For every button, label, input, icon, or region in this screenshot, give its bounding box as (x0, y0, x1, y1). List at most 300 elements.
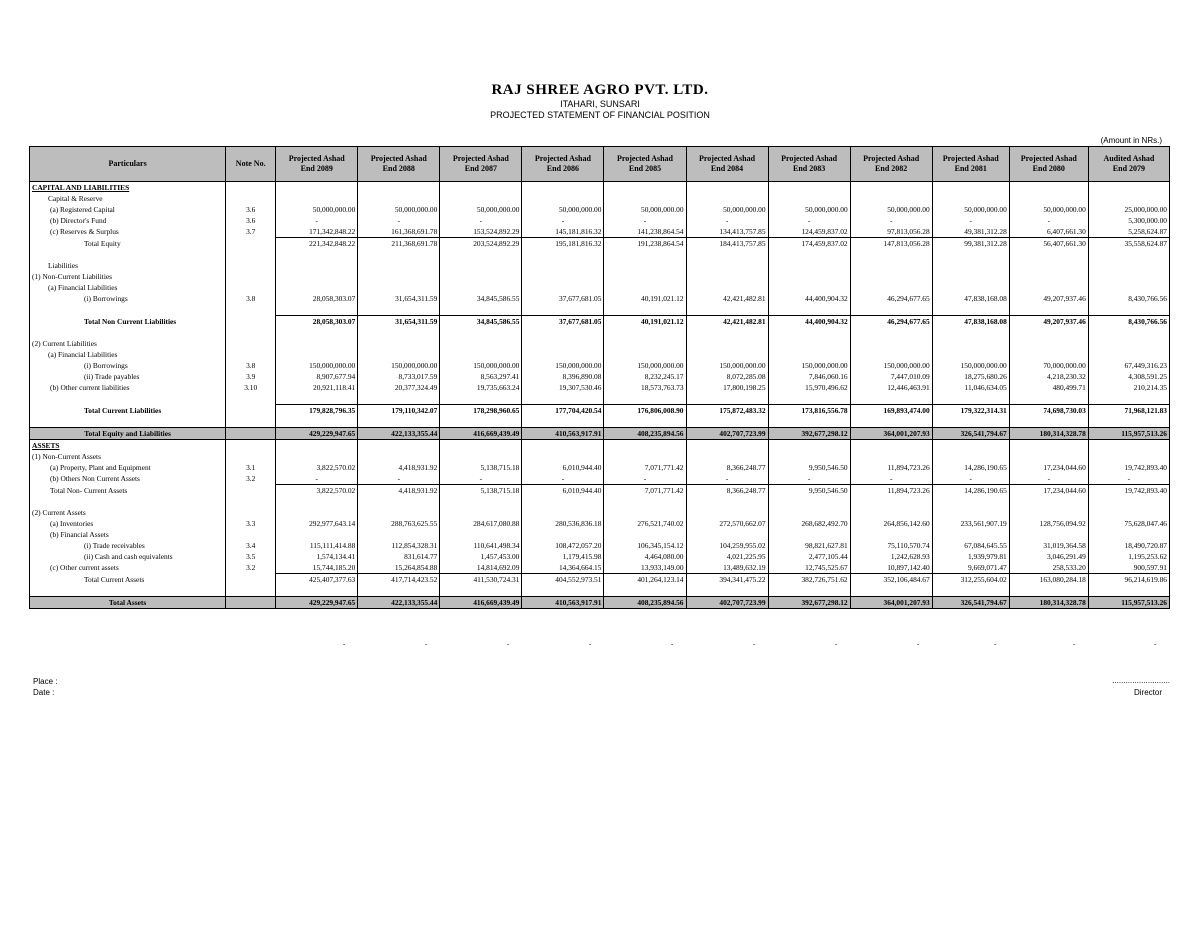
amount-cell: 40,191,021.12 (604, 293, 686, 304)
amount-cell (1009, 440, 1088, 452)
check-mark: - (507, 640, 510, 648)
amount-cell (440, 327, 522, 338)
amount-cell: 429,229,947.65 (276, 597, 358, 609)
amount-cell: 112,854,328.31 (358, 540, 440, 551)
amount-cell (850, 304, 932, 316)
amount-cell: 272,570,662.07 (686, 518, 768, 529)
amount-cell: 49,381,312.28 (932, 226, 1009, 238)
amount-cell: 110,641,498.34 (440, 540, 522, 551)
amount-cell: - (358, 215, 440, 226)
amount-cell: 5,138,715.18 (440, 462, 522, 473)
note-number (226, 260, 276, 271)
amount-cell: 12,745,525.67 (768, 562, 850, 574)
amount-cell: 19,742,893.40 (1088, 485, 1169, 497)
col-year (932, 147, 1009, 182)
amount-cell: 3,046,291.49 (1009, 551, 1088, 562)
amount-cell: 37,677,681.05 (522, 293, 604, 304)
amount-cell (1009, 249, 1088, 260)
amount-cell: - (604, 473, 686, 485)
check-mark: - (835, 640, 838, 648)
financial-position-table (29, 146, 1170, 609)
note-number (226, 182, 276, 194)
note-number (226, 451, 276, 462)
header-text: Projected Ashad (288, 154, 345, 163)
amount-cell (1088, 349, 1169, 360)
amount-cell (604, 271, 686, 282)
row-label: (2) Current Liabilities (30, 338, 226, 349)
header-text: End 2084 (710, 164, 744, 173)
amount-cell (850, 338, 932, 349)
amount-cell (686, 182, 768, 194)
amount-cell: 180,314,328.78 (1009, 428, 1088, 440)
amount-cell (1088, 249, 1169, 260)
amount-cell: 416,669,439.49 (440, 428, 522, 440)
amount-cell: 20,377,324.49 (358, 382, 440, 393)
row-label: (c) Reserves & Surplus (30, 226, 226, 238)
amount-cell (604, 416, 686, 428)
amount-cell (604, 193, 686, 204)
amount-cell (604, 393, 686, 405)
spacer-row (30, 249, 1170, 260)
amount-cell: 150,000,000.00 (932, 360, 1009, 371)
table-row (30, 485, 1170, 497)
spacer-row (30, 304, 1170, 316)
table-row (30, 360, 1170, 371)
amount-cell: 5,300,000.00 (1088, 215, 1169, 226)
table-row (30, 293, 1170, 304)
amount-cell (1009, 193, 1088, 204)
amount-cell: 74,698,730.03 (1009, 405, 1088, 417)
amount-cell: - (1088, 473, 1169, 485)
row-label: Total Non- Current Assets (30, 485, 226, 497)
amount-cell (768, 440, 850, 452)
header-text: Projected Ashad (534, 154, 591, 163)
note-number (226, 316, 276, 328)
amount-cell: 153,524,892.29 (440, 226, 522, 238)
amount-cell: 75,628,047.46 (1088, 518, 1169, 529)
header-text: End 2080 (1032, 164, 1065, 173)
col-year (604, 147, 686, 182)
row-label: CAPITAL AND LIABILITIES (30, 182, 226, 194)
amount-cell (768, 416, 850, 428)
amount-cell: 128,756,094.92 (1009, 518, 1088, 529)
table-row (30, 440, 1170, 452)
amount-cell (522, 496, 604, 507)
amount-cell: 10,897,142.40 (850, 562, 932, 574)
amount-cell: 5,258,624.87 (1088, 226, 1169, 238)
amount-cell (1009, 507, 1088, 518)
row-label: Total Assets (30, 597, 226, 609)
amount-cell: 15,744,185.20 (276, 562, 358, 574)
col-particulars (30, 147, 226, 182)
amount-cell: 11,894,723.26 (850, 485, 932, 497)
amount-cell: - (522, 473, 604, 485)
amount-cell: 425,407,377.63 (276, 574, 358, 586)
amount-cell (686, 193, 768, 204)
amount-cell: 50,000,000.00 (358, 204, 440, 215)
note-number (226, 416, 276, 428)
amount-cell: 96,214,619.86 (1088, 574, 1169, 586)
row-label (30, 393, 226, 405)
header-text: End 2081 (954, 164, 987, 173)
amount-cell (604, 529, 686, 540)
table-row (30, 529, 1170, 540)
table-row (30, 260, 1170, 271)
amount-cell (686, 451, 768, 462)
amount-cell (440, 260, 522, 271)
amount-cell: 402,707,723.99 (686, 597, 768, 609)
amount-cell (768, 496, 850, 507)
amount-cell (522, 327, 604, 338)
amount-cell (686, 327, 768, 338)
note-number: 3.8 (226, 360, 276, 371)
amount-cell (932, 282, 1009, 293)
check-mark-row (29, 640, 1170, 648)
amount-cell (440, 182, 522, 194)
note-number (226, 271, 276, 282)
col-year (686, 147, 768, 182)
amount-cell: 75,110,570.74 (850, 540, 932, 551)
amount-cell (604, 440, 686, 452)
amount-cell (358, 393, 440, 405)
check-mark: - (671, 640, 674, 648)
amount-cell: 141,238,864.54 (604, 226, 686, 238)
grand-total-row (30, 428, 1170, 440)
amount-cell: 97,813,056.28 (850, 226, 932, 238)
amount-cell (440, 585, 522, 597)
row-label: (a) Property, Plant and Equipment (30, 462, 226, 473)
amount-cell (1009, 349, 1088, 360)
amount-cell: 134,413,757.85 (686, 226, 768, 238)
amount-cell: 50,000,000.00 (686, 204, 768, 215)
amount-cell: 19,307,530.46 (522, 382, 604, 393)
amount-cell (850, 393, 932, 405)
amount-cell: 264,856,142.60 (850, 518, 932, 529)
header-text: Projected Ashad (699, 154, 756, 163)
table-row (30, 574, 1170, 586)
amount-cell (932, 416, 1009, 428)
amount-cell: 1,457,453.00 (440, 551, 522, 562)
amount-cell: 150,000,000.00 (440, 360, 522, 371)
amount-cell (276, 193, 358, 204)
amount-cell (522, 349, 604, 360)
amount-cell: 203,524,892.29 (440, 238, 522, 250)
amount-cell (604, 260, 686, 271)
amount-cell: 18,275,680.26 (932, 371, 1009, 382)
row-label: (c) Other current assets (30, 562, 226, 574)
amount-cell: 180,314,328.78 (1009, 597, 1088, 609)
amount-cell: 174,459,837.02 (768, 238, 850, 250)
amount-cell: 7,071,771.42 (604, 462, 686, 473)
amount-cell: 402,707,723.99 (686, 428, 768, 440)
amount-cell (932, 496, 1009, 507)
check-mark: - (1154, 640, 1157, 648)
amount-cell (358, 349, 440, 360)
amount-cell: 15,970,496.62 (768, 382, 850, 393)
amount-cell (768, 304, 850, 316)
amount-cell (1088, 416, 1169, 428)
amount-cell (276, 349, 358, 360)
row-label: (a) Inventories (30, 518, 226, 529)
amount-cell: 7,447,010.09 (850, 371, 932, 382)
amount-cell (358, 249, 440, 260)
amount-cell (1009, 416, 1088, 428)
amount-cell (522, 507, 604, 518)
amount-cell (686, 282, 768, 293)
amount-cell: 1,242,628.93 (850, 551, 932, 562)
table-row (30, 226, 1170, 238)
amount-cell (850, 451, 932, 462)
amount-cell (850, 193, 932, 204)
header-text: Projected Ashad (781, 154, 838, 163)
amount-cell: - (1009, 473, 1088, 485)
amount-cell (850, 249, 932, 260)
amount-cell (768, 349, 850, 360)
amount-cell (686, 304, 768, 316)
amount-cell (932, 529, 1009, 540)
amount-cell: 15,264,854.88 (358, 562, 440, 574)
amount-cell (850, 416, 932, 428)
amount-cell: 9,950,546.50 (768, 462, 850, 473)
amount-cell (768, 282, 850, 293)
row-label: (ii) Cash and cash equivalents (30, 551, 226, 562)
amount-cell: 8,072,285.08 (686, 371, 768, 382)
amount-cell: 25,000,000.00 (1088, 204, 1169, 215)
amount-cell: 11,046,634.05 (932, 382, 1009, 393)
amount-cell (604, 496, 686, 507)
amount-cell (932, 507, 1009, 518)
note-number (226, 440, 276, 452)
row-label: (i) Borrowings (30, 293, 226, 304)
amount-cell: 352,106,484.67 (850, 574, 932, 586)
amount-cell: 106,345,154.12 (604, 540, 686, 551)
amount-cell (604, 507, 686, 518)
amount-cell (686, 440, 768, 452)
amount-cell: 50,000,000.00 (276, 204, 358, 215)
amount-cell: 268,682,492.70 (768, 518, 850, 529)
amount-cell: 46,294,677.65 (850, 293, 932, 304)
amount-cell: 284,617,080.88 (440, 518, 522, 529)
statement-title: PROJECTED STATEMENT OF FINANCIAL POSITION (490, 110, 710, 120)
amount-cell: 9,669,071.47 (932, 562, 1009, 574)
amount-cell: 392,677,298.12 (768, 597, 850, 609)
note-number: 3.8 (226, 293, 276, 304)
note-number (226, 485, 276, 497)
amount-cell (604, 304, 686, 316)
amount-cell (440, 440, 522, 452)
row-label: (a) Registered Capital (30, 204, 226, 215)
row-label: (a) Financial Liabilities (30, 349, 226, 360)
amount-cell: 169,893,474.00 (850, 405, 932, 417)
amount-cell (932, 271, 1009, 282)
header-text: Particulars (108, 159, 147, 168)
place-label: Place : (33, 677, 58, 686)
amount-cell (522, 193, 604, 204)
amount-cell: 233,561,907.19 (932, 518, 1009, 529)
amount-cell: 4,418,931.92 (358, 485, 440, 497)
amount-cell: 211,368,691.78 (358, 238, 440, 250)
amount-cell (604, 585, 686, 597)
col-year (440, 147, 522, 182)
note-number (226, 238, 276, 250)
amount-cell (358, 271, 440, 282)
amount-cell: 12,446,463.91 (850, 382, 932, 393)
amount-cell (522, 529, 604, 540)
row-label: (1) Non-Current Assets (30, 451, 226, 462)
amount-cell (276, 496, 358, 507)
row-label: (ii) Trade payables (30, 371, 226, 382)
amount-cell: 50,000,000.00 (768, 204, 850, 215)
amount-cell (850, 282, 932, 293)
amount-cell: 19,742,893.40 (1088, 462, 1169, 473)
amount-cell: 417,714,423.52 (358, 574, 440, 586)
amount-cell: 31,654,311.59 (358, 293, 440, 304)
amount-cell: 163,080,284.18 (1009, 574, 1088, 586)
note-number (226, 249, 276, 260)
table-row (30, 473, 1170, 485)
amount-unit-note: (Amount in NRs.) (1100, 136, 1162, 145)
amount-cell: 8,430,766.56 (1088, 293, 1169, 304)
spacer-row (30, 327, 1170, 338)
amount-cell (686, 416, 768, 428)
header-text: End 2087 (464, 164, 497, 173)
amount-cell: 221,342,848.22 (276, 238, 358, 250)
amount-cell: 176,806,008.90 (604, 405, 686, 417)
amount-cell (276, 304, 358, 316)
amount-cell (686, 349, 768, 360)
amount-cell (850, 327, 932, 338)
amount-cell: 8,366,248.77 (686, 462, 768, 473)
table-row (30, 562, 1170, 574)
row-label: (a) Financial Liabilities (30, 282, 226, 293)
table-row (30, 405, 1170, 417)
amount-cell (522, 338, 604, 349)
amount-cell (440, 451, 522, 462)
amount-cell (686, 496, 768, 507)
row-label: Total Current Liabilities (30, 405, 226, 417)
header-text: End 2085 (628, 164, 662, 173)
spacer-row (30, 585, 1170, 597)
amount-cell: 280,536,836.18 (522, 518, 604, 529)
amount-cell (522, 304, 604, 316)
amount-cell (850, 440, 932, 452)
amount-cell (1009, 282, 1088, 293)
amount-cell (932, 193, 1009, 204)
amount-cell: 11,894,723.26 (850, 462, 932, 473)
amount-cell: 13,933,149.00 (604, 562, 686, 574)
amount-cell (522, 249, 604, 260)
col-year (1088, 147, 1169, 182)
amount-cell: 49,207,937.46 (1009, 316, 1088, 328)
amount-cell (522, 393, 604, 405)
col-note (226, 147, 276, 182)
amount-cell: 326,541,794.67 (932, 428, 1009, 440)
amount-cell: 1,179,415.98 (522, 551, 604, 562)
amount-cell: 173,816,556.78 (768, 405, 850, 417)
amount-cell: 4,308,591.25 (1088, 371, 1169, 382)
amount-cell: 6,010,944.40 (522, 462, 604, 473)
amount-cell (358, 529, 440, 540)
amount-cell: - (522, 215, 604, 226)
amount-cell: 2,477,105.44 (768, 551, 850, 562)
amount-cell (358, 182, 440, 194)
signature-line: .......................... (1112, 676, 1170, 685)
amount-cell: 14,814,692.09 (440, 562, 522, 574)
row-label: (b) Others Non Current Assets (30, 473, 226, 485)
grand-total-row (30, 597, 1170, 609)
row-label (30, 327, 226, 338)
amount-cell: 50,000,000.00 (932, 204, 1009, 215)
amount-cell: 28,058,303.07 (276, 316, 358, 328)
amount-cell: 480,499.71 (1009, 382, 1088, 393)
amount-cell (768, 529, 850, 540)
note-number (226, 282, 276, 293)
table-row (30, 282, 1170, 293)
amount-cell (768, 182, 850, 194)
amount-cell (1009, 529, 1088, 540)
amount-cell: 17,800,198.25 (686, 382, 768, 393)
amount-cell (440, 496, 522, 507)
col-year (768, 147, 850, 182)
amount-cell: 8,366,248.77 (686, 485, 768, 497)
amount-cell (768, 585, 850, 597)
amount-cell (768, 260, 850, 271)
amount-cell: 147,813,056.28 (850, 238, 932, 250)
amount-cell (686, 507, 768, 518)
amount-cell (522, 440, 604, 452)
note-number (226, 507, 276, 518)
amount-cell (1009, 585, 1088, 597)
amount-cell (276, 338, 358, 349)
check-mark: - (343, 640, 346, 648)
amount-cell (440, 529, 522, 540)
amount-cell (604, 327, 686, 338)
amount-cell (276, 271, 358, 282)
amount-cell: - (850, 215, 932, 226)
amount-cell: - (440, 473, 522, 485)
amount-cell: - (276, 215, 358, 226)
header-text: End 2086 (546, 164, 580, 173)
amount-cell (1088, 529, 1169, 540)
note-number: 3.10 (226, 382, 276, 393)
amount-cell (276, 249, 358, 260)
amount-cell (1088, 282, 1169, 293)
note-number (226, 193, 276, 204)
amount-cell: 8,563,297.41 (440, 371, 522, 382)
amount-cell (686, 585, 768, 597)
amount-cell (522, 282, 604, 293)
amount-cell (358, 282, 440, 293)
amount-cell: 408,235,894.56 (604, 597, 686, 609)
amount-cell (358, 260, 440, 271)
amount-cell (768, 271, 850, 282)
amount-cell: 408,235,894.56 (604, 428, 686, 440)
amount-cell: 50,000,000.00 (522, 204, 604, 215)
amount-cell: 70,000,000.00 (1009, 360, 1088, 371)
amount-cell: 104,259,955.02 (686, 540, 768, 551)
note-number: 3.7 (226, 226, 276, 238)
amount-cell: 150,000,000.00 (522, 360, 604, 371)
header-text: End 2083 (792, 164, 826, 173)
amount-cell: 13,489,632.19 (686, 562, 768, 574)
amount-cell: 145,181,816.32 (522, 226, 604, 238)
header-text: End 2082 (875, 164, 908, 173)
col-year (276, 147, 358, 182)
check-mark: - (917, 640, 920, 648)
note-number: 3.4 (226, 540, 276, 551)
amount-cell: 831,614.77 (358, 551, 440, 562)
amount-cell: 108,472,057.20 (522, 540, 604, 551)
